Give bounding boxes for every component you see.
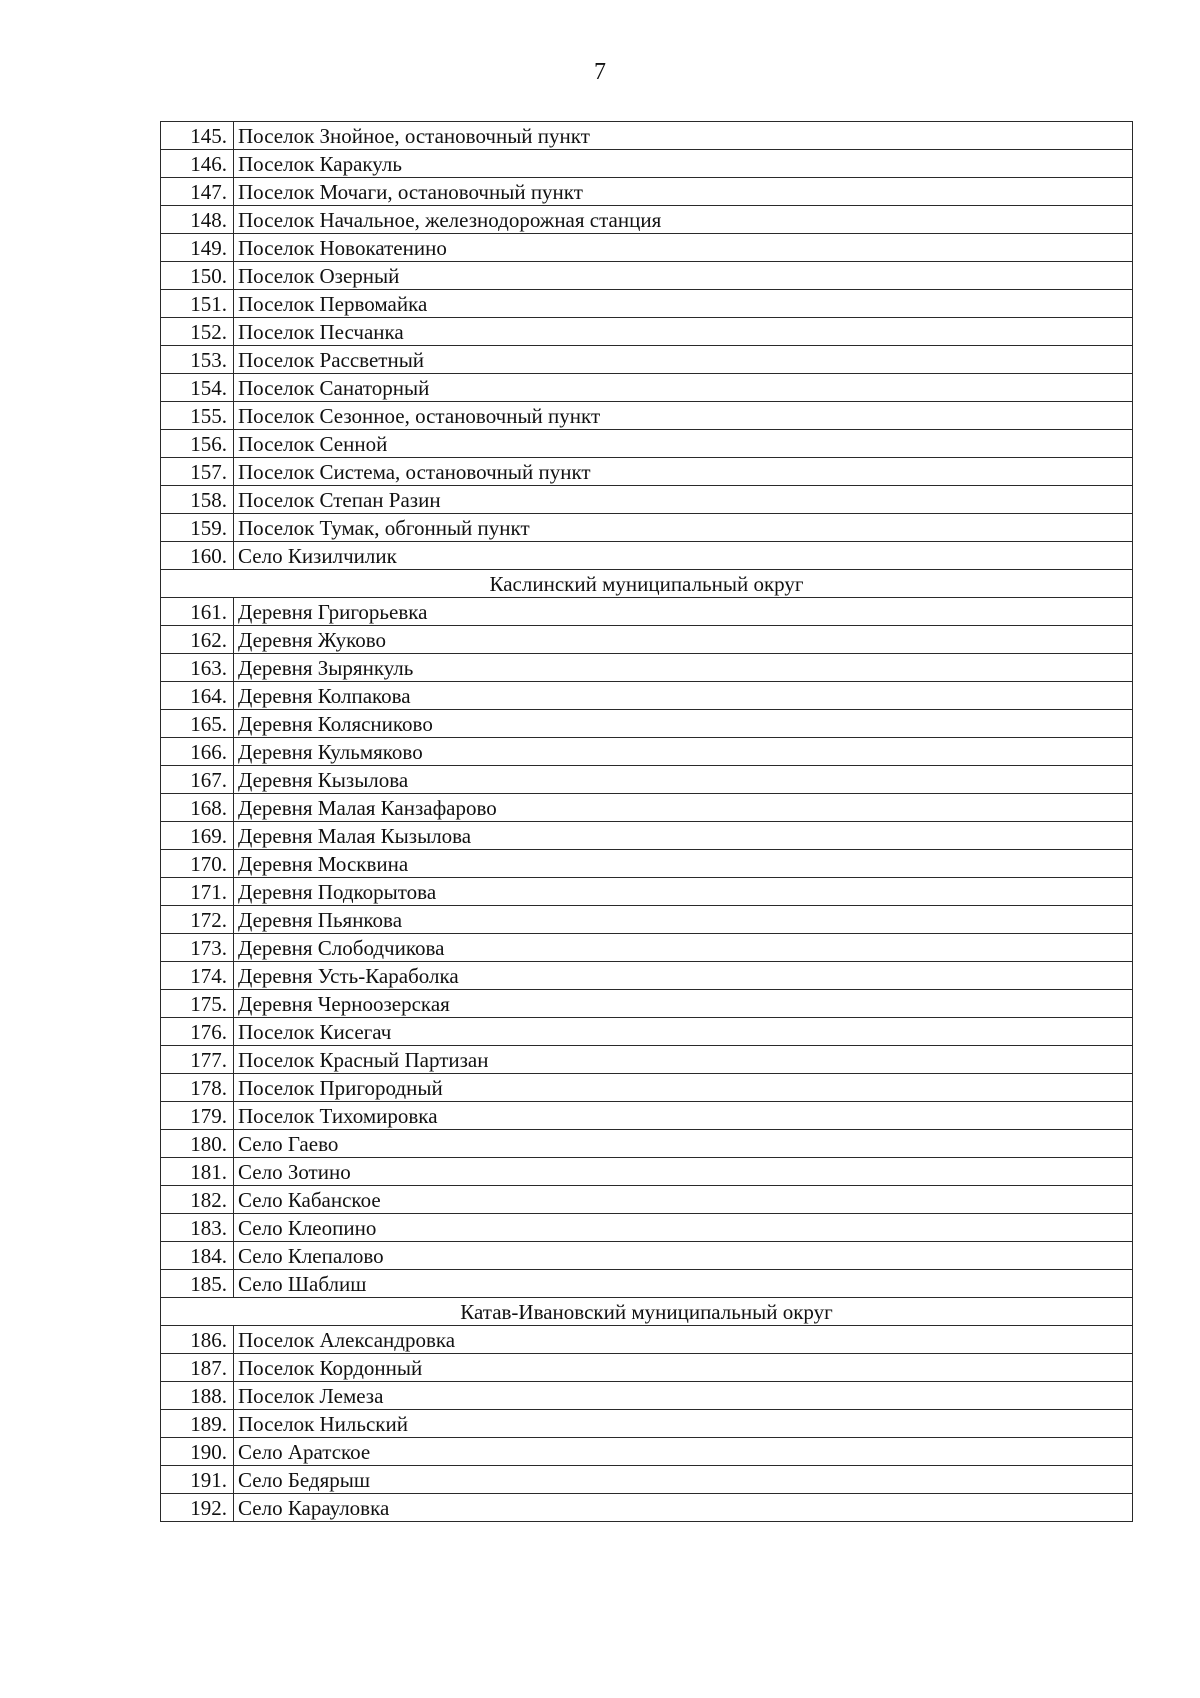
settlement-name: Поселок Система, остановочный пункт (234, 458, 1133, 486)
table-row (161, 738, 1133, 766)
settlement-name: Деревня Усть-Караболка (234, 962, 1133, 990)
row-number: 145. (161, 122, 234, 150)
settlement-name: Поселок Сенной (234, 430, 1133, 458)
settlement-name: Деревня Кульмяково (234, 738, 1133, 766)
table-row (161, 262, 1133, 290)
table-row (161, 1410, 1133, 1438)
table-row (161, 1354, 1133, 1382)
row-number: 190. (161, 1438, 234, 1466)
row-number: 150. (161, 262, 234, 290)
settlement-name: Деревня Пьянкова (234, 906, 1133, 934)
settlement-name: Село Кабанское (234, 1186, 1133, 1214)
row-number: 158. (161, 486, 234, 514)
table-row (161, 990, 1133, 1018)
row-number: 151. (161, 290, 234, 318)
table-row (161, 682, 1133, 710)
row-number: 163. (161, 654, 234, 682)
row-number: 177. (161, 1046, 234, 1074)
table-row (161, 234, 1133, 262)
row-number: 155. (161, 402, 234, 430)
row-number: 148. (161, 206, 234, 234)
settlement-name: Деревня Кызылова (234, 766, 1133, 794)
row-number: 162. (161, 626, 234, 654)
settlement-name: Деревня Малая Канзафарово (234, 794, 1133, 822)
table-row (161, 878, 1133, 906)
table-row (161, 542, 1133, 570)
row-number: 174. (161, 962, 234, 990)
table-row (161, 1382, 1133, 1410)
row-number: 192. (161, 1494, 234, 1522)
table-row (161, 1494, 1133, 1522)
table-row (161, 1102, 1133, 1130)
settlement-name: Поселок Кордонный (234, 1354, 1133, 1382)
row-number: 178. (161, 1074, 234, 1102)
table-row (161, 122, 1133, 150)
table-row (161, 794, 1133, 822)
settlements-table (160, 121, 1133, 1522)
settlement-name: Село Клеопино (234, 1214, 1133, 1242)
settlement-name: Село Кизилчилик (234, 542, 1133, 570)
table-row (161, 1186, 1133, 1214)
settlement-name: Село Шаблиш (234, 1270, 1133, 1298)
settlement-name: Поселок Озерный (234, 262, 1133, 290)
settlement-name: Деревня Подкорытова (234, 878, 1133, 906)
settlement-name: Поселок Каракуль (234, 150, 1133, 178)
row-number: 147. (161, 178, 234, 206)
row-number: 187. (161, 1354, 234, 1382)
section-header-row (161, 570, 1133, 598)
table-row (161, 374, 1133, 402)
table-row (161, 486, 1133, 514)
settlement-name: Поселок Тихомировка (234, 1102, 1133, 1130)
row-number: 159. (161, 514, 234, 542)
settlement-name: Поселок Песчанка (234, 318, 1133, 346)
row-number: 167. (161, 766, 234, 794)
settlement-name: Поселок Первомайка (234, 290, 1133, 318)
settlement-name: Село Карауловка (234, 1494, 1133, 1522)
settlement-name: Поселок Александровка (234, 1326, 1133, 1354)
settlement-name: Деревня Малая Кызылова (234, 822, 1133, 850)
page-number: 7 (594, 59, 606, 85)
table-row (161, 458, 1133, 486)
row-number: 179. (161, 1102, 234, 1130)
row-number: 170. (161, 850, 234, 878)
section-title: Катав-Ивановский муниципальный округ (161, 1298, 1133, 1326)
table-row (161, 1438, 1133, 1466)
settlement-name: Поселок Знойное, остановочный пункт (234, 122, 1133, 150)
settlements-table-body (161, 122, 1133, 1522)
row-number: 165. (161, 710, 234, 738)
settlement-name: Село Зотино (234, 1158, 1133, 1186)
row-number: 172. (161, 906, 234, 934)
table-row (161, 514, 1133, 542)
settlement-name: Деревня Григорьевка (234, 598, 1133, 626)
table-row (161, 346, 1133, 374)
table-row (161, 1270, 1133, 1298)
row-number: 180. (161, 1130, 234, 1158)
table-row (161, 178, 1133, 206)
row-number: 185. (161, 1270, 234, 1298)
table-row (161, 1074, 1133, 1102)
table-row (161, 206, 1133, 234)
settlement-name: Деревня Черноозерская (234, 990, 1133, 1018)
table-row (161, 1158, 1133, 1186)
settlement-name: Поселок Нильский (234, 1410, 1133, 1438)
table-row (161, 598, 1133, 626)
settlement-name: Деревня Колясниково (234, 710, 1133, 738)
row-number: 160. (161, 542, 234, 570)
table-row (161, 822, 1133, 850)
table-row (161, 962, 1133, 990)
row-number: 154. (161, 374, 234, 402)
row-number: 191. (161, 1466, 234, 1494)
row-number: 175. (161, 990, 234, 1018)
row-number: 152. (161, 318, 234, 346)
settlement-name: Деревня Слободчикова (234, 934, 1133, 962)
settlement-name: Поселок Кисегач (234, 1018, 1133, 1046)
table-row (161, 1242, 1133, 1270)
settlement-name: Поселок Красный Партизан (234, 1046, 1133, 1074)
row-number: 169. (161, 822, 234, 850)
settlement-name: Поселок Сезонное, остановочный пункт (234, 402, 1133, 430)
row-number: 186. (161, 1326, 234, 1354)
row-number: 149. (161, 234, 234, 262)
row-number: 156. (161, 430, 234, 458)
settlement-name: Деревня Зырянкуль (234, 654, 1133, 682)
table-row (161, 1466, 1133, 1494)
settlement-name: Поселок Начальное, железнодорожная станция (234, 206, 1133, 234)
settlement-name: Село Бедярыш (234, 1466, 1133, 1494)
row-number: 182. (161, 1186, 234, 1214)
settlement-name: Поселок Тумак, обгонный пункт (234, 514, 1133, 542)
settlement-name: Поселок Пригородный (234, 1074, 1133, 1102)
settlement-name: Поселок Степан Разин (234, 486, 1133, 514)
settlement-name: Поселок Лемеза (234, 1382, 1133, 1410)
row-number: 161. (161, 598, 234, 626)
settlement-name: Село Клепалово (234, 1242, 1133, 1270)
row-number: 176. (161, 1018, 234, 1046)
row-number: 171. (161, 878, 234, 906)
table-row (161, 1018, 1133, 1046)
settlement-name: Поселок Мочаги, остановочный пункт (234, 178, 1133, 206)
row-number: 189. (161, 1410, 234, 1438)
row-number: 181. (161, 1158, 234, 1186)
section-header-row (161, 1298, 1133, 1326)
table-row (161, 626, 1133, 654)
row-number: 173. (161, 934, 234, 962)
table-row (161, 150, 1133, 178)
row-number: 164. (161, 682, 234, 710)
table-row (161, 318, 1133, 346)
row-number: 183. (161, 1214, 234, 1242)
table-row (161, 1130, 1133, 1158)
section-title: Каслинский муниципальный округ (161, 570, 1133, 598)
settlement-name: Поселок Санаторный (234, 374, 1133, 402)
table-row (161, 402, 1133, 430)
row-number: 153. (161, 346, 234, 374)
settlement-name: Деревня Москвина (234, 850, 1133, 878)
table-row (161, 906, 1133, 934)
row-number: 157. (161, 458, 234, 486)
settlement-name: Деревня Жуково (234, 626, 1133, 654)
settlement-name: Деревня Колпакова (234, 682, 1133, 710)
table-row (161, 934, 1133, 962)
settlement-name: Поселок Новокатенино (234, 234, 1133, 262)
table-row (161, 290, 1133, 318)
row-number: 188. (161, 1382, 234, 1410)
settlement-name: Село Гаево (234, 1130, 1133, 1158)
settlement-name: Село Аратское (234, 1438, 1133, 1466)
table-row (161, 850, 1133, 878)
table-row (161, 710, 1133, 738)
row-number: 184. (161, 1242, 234, 1270)
table-row (161, 654, 1133, 682)
table-row (161, 1046, 1133, 1074)
table-row (161, 766, 1133, 794)
table-row (161, 1214, 1133, 1242)
settlement-name: Поселок Рассветный (234, 346, 1133, 374)
row-number: 146. (161, 150, 234, 178)
table-row (161, 1326, 1133, 1354)
table-row (161, 430, 1133, 458)
row-number: 166. (161, 738, 234, 766)
row-number: 168. (161, 794, 234, 822)
